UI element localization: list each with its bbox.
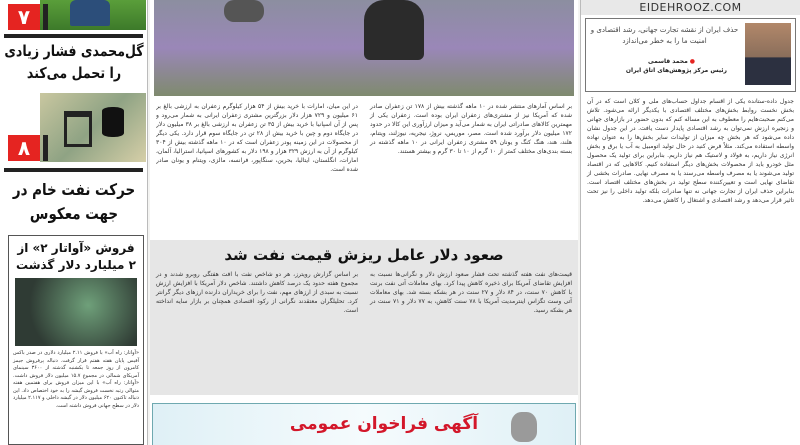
article-column: قیمت‌های نفت هفته گذشته تحت فشار صعود ارزش دلار و نگرانی‌ها نسبت به افزایش تقاضای آمریکا برای ذخیره کاهش پیدا کرد. بهای معاملات آتی نفت برنت با کاهش ۷۰ سنت، در ۸۴ دلار و ۲۷ سنت در هر بشکه بسته شد. بهای معاملات آتی وست تگزاس اینترمدیت آمریکا با ۷۸ سنت کاهش، به ۷۷ دلار و ۷۱ سنت در هر بشکه رسید.	[370, 271, 573, 314]
opinion-box	[585, 18, 796, 92]
opinion-title[interactable]: حذف ایران از نقشه تجارت جهانی، رشد اقتصادی و امنیت ما را به خطر می‌اندازد	[590, 26, 739, 45]
right-column	[580, 0, 800, 445]
site-url[interactable]: EIDEHROOZ.COM	[581, 0, 800, 15]
center-column	[150, 0, 578, 445]
box-headline[interactable]: فروش «آواتار ۲» از ۲ میلیارد دلار گذشت	[16, 241, 136, 272]
author-info	[588, 57, 741, 75]
page-number: ۸	[8, 135, 40, 161]
left-column	[0, 0, 148, 445]
box-body: «آواتار: راه آب» با فروش ۲.۱۱ میلیارد دلاری در صدر باکس آفیس پایان هفته هفتم قرار گرفت. دنباله پرفروش جیمز کامرون از روز جمعه تا یکشنبه گذشته از ۳۶۰۰ سینمای آمریکای شمالی در مجموع ۱۵.۷ میلیون دلار فروش داشت. «آواتار: راه آب» با این میزان فروش برای هفتمین هفته متوالی رتبه نخست فروش گیشه را به خود اختصاص داد. این دنباله تاکنون ۶۲۰ میلیون دلار در گیشه داخلی و ۲.۱۱۷ میلیارد دلار در سطح جهانی فروش داشته است.	[13, 350, 140, 409]
author-photo	[745, 23, 791, 85]
avatar-box	[8, 235, 144, 445]
opinion-body: جدول داده-ستانده یکی از اقسام جداول حساب‌های ملی و کلان است که در آن بخش نخست روابط بخش‌های مختلف اقتصادی با یکدیگر ارائه می‌شود. تلاش می‌کنم صحبت‌هایم را معطوف به این مساله کنم که بدون حضور در بازارهای جهانی و زنجیره ارزش نمی‌توان به رشد اقتصادی پایدار دست یافت. در این جدول نشان داده می‌شود که هر بخش چه میزان از تولیدات سایر بخش‌ها را به عنوان نهاده واسطه استفاده می‌کند. مثلاً فرض کنید در حال تولید اتومبیل به آب یا برق و بخش انرژی نیاز داریم، به فولاد و لاستیک هم نیاز داریم. بنابراین برای تولید یک محصول مثل خودرو باید از محصولات بخش‌های دیگر استفاده کنیم. کالاهایی که در اقتصاد تولید می‌شوند یا به مصرف واسطه می‌رسند یا به مصرف نهایی. صادرات بخشی از تقاضای نهایی است و تعیین‌کننده سطح تولید در بخش‌های مختلف اقتصاد است. بنابراین حذف ایران از تجارت جهانی نه تنها صادرات بلکه تولید داخلی را نیز تحت تاثیر قرار می‌دهد و رشد اقتصادی و اشتغال را کاهش می‌دهد.	[587, 98, 794, 204]
saffron-article	[156, 102, 572, 236]
author-name: محمد قاسمی	[648, 58, 688, 65]
public-notice-ad[interactable]	[152, 403, 576, 445]
page-8-marker	[8, 135, 48, 161]
divider	[4, 34, 143, 38]
saffron-field-photo	[154, 0, 574, 96]
oil-article	[150, 240, 578, 395]
author-role: رئیس مرکز پژوهش‌های اتاق ایران	[625, 67, 727, 74]
football-photo	[40, 0, 146, 30]
article-column: بر اساس گزارش رویترز، هر دو شاخص نفت با افت هفتگی روبرو شدند و در مجموع هفته حدود یک درصد کاهش داشتند. شاخص دلار آمریکا با افزایش ارزش نسبت به سبدی از ارزهای مهم، نفت را برای خریداران دارنده ارزهای دیگر گرانتر کرد. تحلیلگران معتقدند نگرانی از رکود اقتصادی همچنان بر بازار سایه انداخته است.	[156, 271, 358, 314]
divider	[4, 168, 143, 172]
teaser-headline[interactable]: حرکت نفت خام در جهت معکوس	[12, 180, 136, 223]
ad-title: آگهی فراخوان عمومی	[289, 414, 479, 434]
author-icon: ●	[689, 58, 695, 65]
article-headline[interactable]: صعود دلار عامل ریزش قیمت نفت شد	[224, 246, 504, 264]
teaser-headline[interactable]: گل‌محمدی فشار زیادی را تحمل می‌کند	[4, 42, 144, 82]
article-column: بر اساس آمارهای منتشر شده در ۱۰ ماهه گذشته بیش از ۱۷۸ تن زعفران صادر شده که آمریکا نیز از مشتری‌های زعفران ایران بوده است. زعفران یکی از مهمترین کالاهای صادراتی ایران به شمار می‌آید و میزان ارزآوری این کالا در حدود ۱۷۲ میلیون دلار برآورد شده است. مصر، موریس، نروژ، نیجریه، نیوزلند، ویتنام، هلند، هند، هنگ کنگ و یونان ۵۹ مشتری زعفران ایرانی در ۱۰ ماهه گذشته در بسته بندی‌های مختلف کمتر از ۱۰ گرم از ۱۰ تا ۳۰ گرم و بیشتر هستند.	[370, 103, 572, 155]
page-7-marker	[8, 4, 48, 30]
emblem-icon	[511, 412, 537, 442]
avatar-movie-photo	[15, 278, 137, 346]
page-number: ۷	[8, 4, 40, 30]
article-column: در این میان، امارات با خرید بیش از ۵۴ هزار کیلوگرم زعفران به ارزشی بالغ بر ۶۱ میلیون و ۷۲۹ هزار دلار بزرگترین مشتری زعفران ایرانی به شمار می‌رود و پس از آن اسپانیا با خرید بیش از ۳۵ تن زعفران به ارزشی بالغ بر ۳۸ میلیون دلار در جایگاه دوم و چین با خرید بیش از ۲۸ تن در جایگاه سوم قرار دارد. یکی دیگر از محصولات در این زمینه پودر زعفران است که در ۱۰ ماهه گذشته بیش از ۳۰۴ کیلوگرم از آن به ارزش ۳۲۹ هزار و ۱۹۸ دلار به کشورهای اسپانیا، استرالیا، آلمان، امارات، انگلستان، ایتالیا، بحرین، سنگاپور، فرانسه، مالزی، ویتنام و یونان صادر شده است.	[156, 103, 359, 173]
oil-money-photo	[40, 93, 146, 162]
